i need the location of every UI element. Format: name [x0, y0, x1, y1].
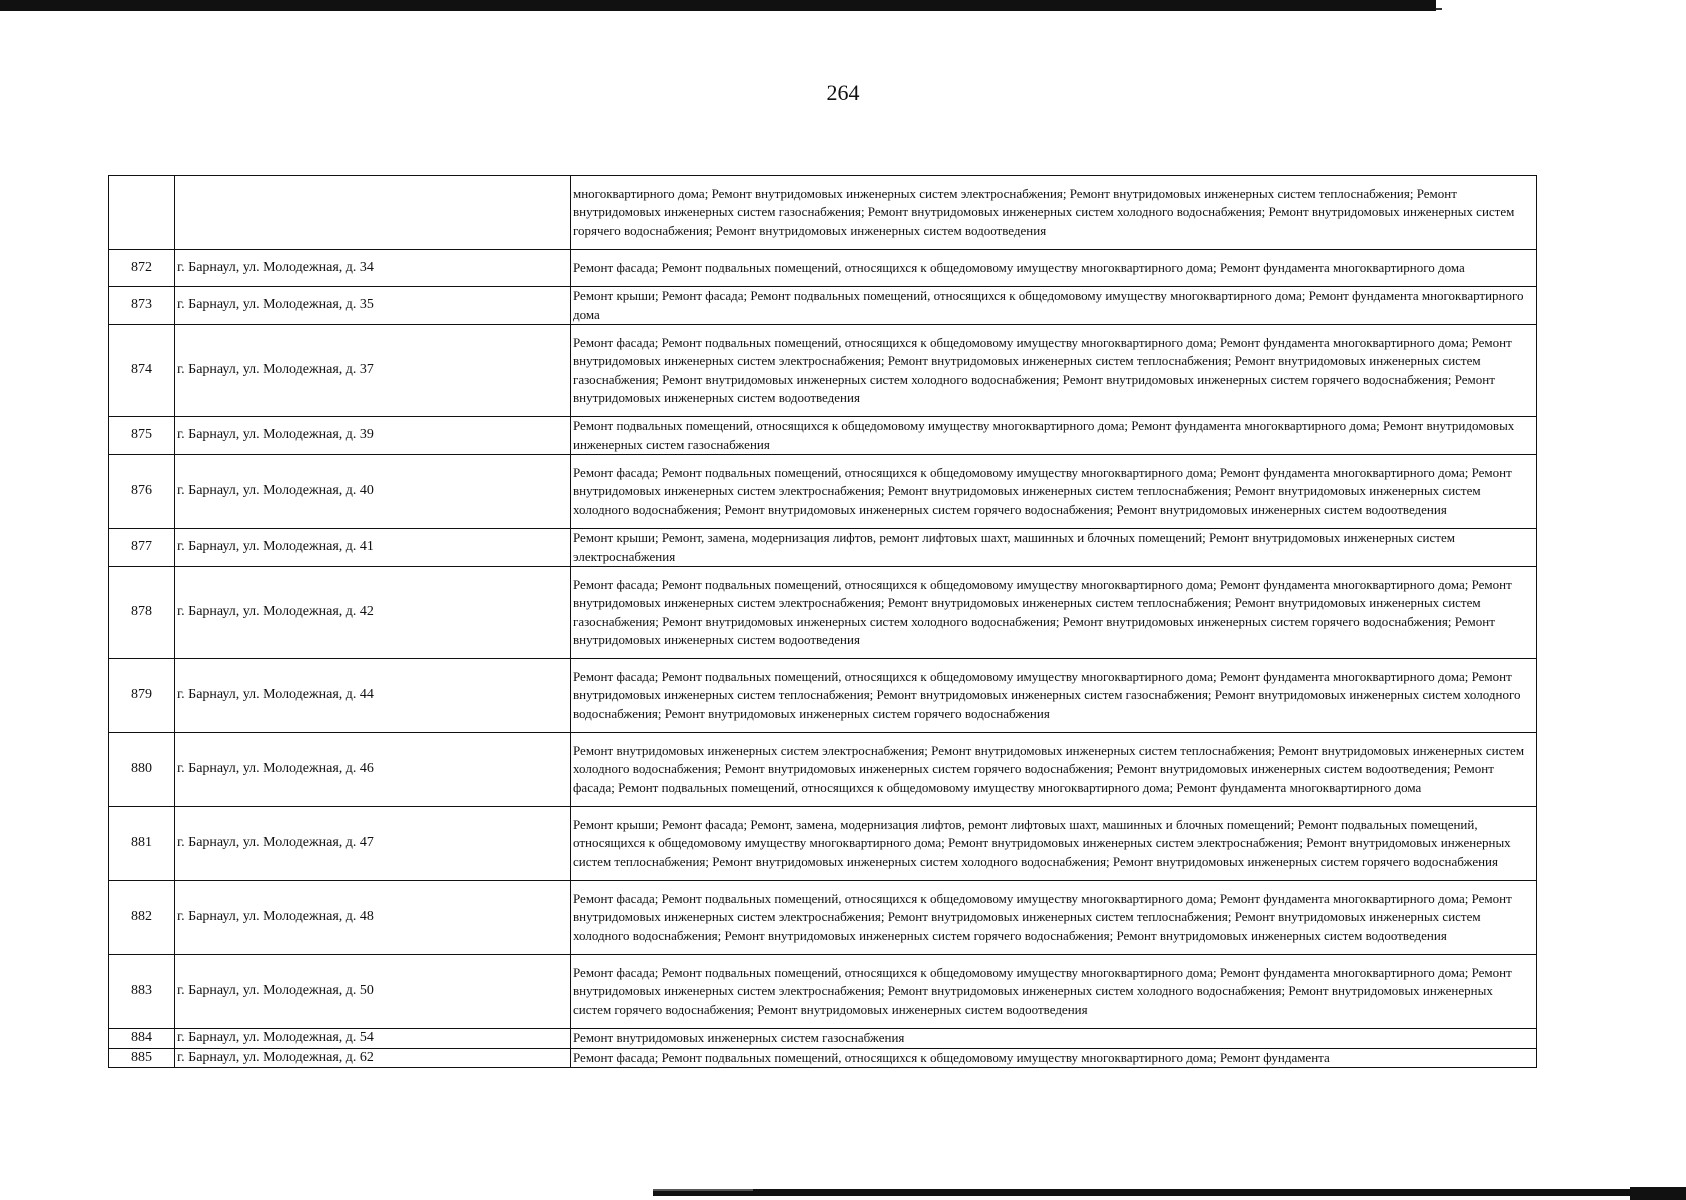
- table-row: [109, 955, 1537, 1029]
- table-row: [109, 807, 1537, 881]
- row-address: г. Барнаул, ул. Молодежная, д. 54: [175, 1029, 571, 1049]
- row-address: г. Барнаул, ул. Молодежная, д. 42: [175, 567, 571, 659]
- row-works: Ремонт внутридомовых инженерных систем электроснабжения; Ремонт внутридомовых инженерных систем теплоснабжения; Ремонт внутридомовых инженерных систем холодного водоснабжения; Ремонт внутридомовых инженерных систем горячего водоснабжения; Ремонт внутридомовых инженерных систем водоотведения; Ремонт фасада; Ремонт подвальных помещений, относящихся к общедомовому имуществу многоквартирного дома; Ремонт фундамента многоквартирного дома: [571, 733, 1537, 807]
- scan-border-bottom-corner: [1630, 1187, 1686, 1200]
- row-works: Ремонт крыши; Ремонт, замена, модернизация лифтов, ремонт лифтовых шахт, машинных и блочных помещений; Ремонт внутридомовых инженерных систем электроснабжения: [571, 529, 1537, 567]
- table-row: [109, 417, 1537, 455]
- table-row: [109, 733, 1537, 807]
- row-number: 872: [109, 250, 175, 287]
- row-number: 885: [109, 1048, 175, 1068]
- row-works: Ремонт фасада; Ремонт подвальных помещений, относящихся к общедомовому имуществу многоквартирного дома; Ремонт фундамента многоквартирного дома; Ремонт внутридомовых инженерных систем электроснабжения; Ремонт внутридомовых инженерных систем теплоснабжения; Ремонт внутридомовых инженерных систем газоснабжения; Ремонт внутридомовых инженерных систем холодного водоснабжения; Ремонт внутридомовых инженерных систем горячего водоснабжения; Ремонт внутридомовых инженерных систем водоотведения: [571, 325, 1537, 417]
- scan-border-top-tail: [1436, 8, 1442, 10]
- table-row: [109, 287, 1537, 325]
- scan-border-bottom: [653, 1189, 1686, 1196]
- row-number: 875: [109, 417, 175, 455]
- table-row: [109, 529, 1537, 567]
- row-works: Ремонт крыши; Ремонт фасада; Ремонт, замена, модернизация лифтов, ремонт лифтовых шахт, машинных и блочных помещений; Ремонт подвальных помещений, относящихся к общедомовому имуществу многоквартирного дома; Ремонт внутридомовых инженерных систем электроснабжения; Ремонт внутридомовых инженерных систем теплоснабжения; Ремонт внутридомовых инженерных систем холодного водоснабжения; Ремонт внутридомовых инженерных систем горячего водоснабжения: [571, 807, 1537, 881]
- row-address: г. Барнаул, ул. Молодежная, д. 62: [175, 1048, 571, 1068]
- row-works: Ремонт фасада; Ремонт подвальных помещений, относящихся к общедомовому имуществу многоквартирного дома; Ремонт фундамента: [571, 1048, 1537, 1068]
- row-number: 876: [109, 455, 175, 529]
- row-address: г. Барнаул, ул. Молодежная, д. 47: [175, 807, 571, 881]
- row-address: г. Барнаул, ул. Молодежная, д. 35: [175, 287, 571, 325]
- row-works: Ремонт фасада; Ремонт подвальных помещений, относящихся к общедомовому имуществу многоквартирного дома; Ремонт фундамента многоквартирного дома: [571, 250, 1537, 287]
- table-row: [109, 659, 1537, 733]
- row-address: г. Барнаул, ул. Молодежная, д. 40: [175, 455, 571, 529]
- row-number: [109, 176, 175, 250]
- row-address: г. Барнаул, ул. Молодежная, д. 50: [175, 955, 571, 1029]
- row-works: Ремонт фасада; Ремонт подвальных помещений, относящихся к общедомовому имуществу многоквартирного дома; Ремонт фундамента многоквартирного дома; Ремонт внутридомовых инженерных систем электроснабжения; Ремонт внутридомовых инженерных систем теплоснабжения; Ремонт внутридомовых инженерных систем холодного водоснабжения; Ремонт внутридомовых инженерных систем горячего водоснабжения; Ремонт внутридомовых инженерных систем водоотведения: [571, 455, 1537, 529]
- table-row: [109, 1048, 1537, 1068]
- row-number: 877: [109, 529, 175, 567]
- table-row: [109, 325, 1537, 417]
- row-address: г. Барнаул, ул. Молодежная, д. 37: [175, 325, 571, 417]
- row-works: Ремонт фасада; Ремонт подвальных помещений, относящихся к общедомовому имуществу многоквартирного дома; Ремонт фундамента многоквартирного дома; Ремонт внутридомовых инженерных систем электроснабжения; Ремонт внутридомовых инженерных систем теплоснабжения; Ремонт внутридомовых инженерных систем холодного водоснабжения; Ремонт внутридомовых инженерных систем горячего водоснабжения; Ремонт внутридомовых инженерных систем водоотведения: [571, 881, 1537, 955]
- row-works: Ремонт фасада; Ремонт подвальных помещений, относящихся к общедомовому имуществу многоквартирного дома; Ремонт фундамента многоквартирного дома; Ремонт внутридомовых инженерных систем электроснабжения; Ремонт внутридомовых инженерных систем теплоснабжения; Ремонт внутридомовых инженерных систем газоснабжения; Ремонт внутридомовых инженерных систем холодного водоснабжения; Ремонт внутридомовых инженерных систем горячего водоснабжения; Ремонт внутридомовых инженерных систем водоотведения: [571, 567, 1537, 659]
- row-address: г. Барнаул, ул. Молодежная, д. 48: [175, 881, 571, 955]
- table-row: [109, 881, 1537, 955]
- row-address: г. Барнаул, ул. Молодежная, д. 34: [175, 250, 571, 287]
- registry-table: [108, 175, 1537, 1068]
- row-address: г. Барнаул, ул. Молодежная, д. 39: [175, 417, 571, 455]
- row-number: 882: [109, 881, 175, 955]
- row-number: 878: [109, 567, 175, 659]
- scan-border-top: [0, 0, 1436, 11]
- registry-table-body: [109, 176, 1537, 1068]
- page-number: 264: [826, 80, 860, 105]
- row-works: многоквартирного дома; Ремонт внутридомовых инженерных систем электроснабжения; Ремонт внутридомовых инженерных систем теплоснабжения; Ремонт внутридомовых инженерных систем газоснабжения; Ремонт внутридомовых инженерных систем холодного водоснабжения; Ремонт внутридомовых инженерных систем горячего водоснабжения; Ремонт внутридомовых инженерных систем водоотведения: [571, 176, 1537, 250]
- row-number: 879: [109, 659, 175, 733]
- row-works: Ремонт фасада; Ремонт подвальных помещений, относящихся к общедомовому имуществу многоквартирного дома; Ремонт фундамента многоквартирного дома; Ремонт внутридомовых инженерных систем теплоснабжения; Ремонт внутридомовых инженерных систем газоснабжения; Ремонт внутридомовых инженерных систем холодного водоснабжения; Ремонт внутридомовых инженерных систем горячего водоснабжения: [571, 659, 1537, 733]
- row-address: г. Барнаул, ул. Молодежная, д. 41: [175, 529, 571, 567]
- table-row: [109, 176, 1537, 250]
- row-number: 881: [109, 807, 175, 881]
- scan-border-bottom-tail: [653, 1189, 753, 1191]
- row-works: Ремонт фасада; Ремонт подвальных помещений, относящихся к общедомовому имуществу многоквартирного дома; Ремонт фундамента многоквартирного дома; Ремонт внутридомовых инженерных систем электроснабжения; Ремонт внутридомовых инженерных систем холодного водоснабжения; Ремонт внутридомовых инженерных систем горячего водоснабжения; Ремонт внутридомовых инженерных систем водоотведения: [571, 955, 1537, 1029]
- row-number: 874: [109, 325, 175, 417]
- row-works: Ремонт подвальных помещений, относящихся к общедомовому имуществу многоквартирного дома; Ремонт фундамента многоквартирного дома; Ремонт внутридомовых инженерных систем газоснабжения: [571, 417, 1537, 455]
- row-works: Ремонт внутридомовых инженерных систем газоснабжения: [571, 1029, 1537, 1049]
- row-number: 873: [109, 287, 175, 325]
- table-row: [109, 567, 1537, 659]
- row-works: Ремонт крыши; Ремонт фасада; Ремонт подвальных помещений, относящихся к общедомовому имуществу многоквартирного дома; Ремонт фундамента многоквартирного дома: [571, 287, 1537, 325]
- table-row: [109, 455, 1537, 529]
- row-number: 884: [109, 1029, 175, 1049]
- row-address: [175, 176, 571, 250]
- row-number: 880: [109, 733, 175, 807]
- row-address: г. Барнаул, ул. Молодежная, д. 44: [175, 659, 571, 733]
- table-row: [109, 250, 1537, 287]
- row-address: г. Барнаул, ул. Молодежная, д. 46: [175, 733, 571, 807]
- table-row: [109, 1029, 1537, 1049]
- row-number: 883: [109, 955, 175, 1029]
